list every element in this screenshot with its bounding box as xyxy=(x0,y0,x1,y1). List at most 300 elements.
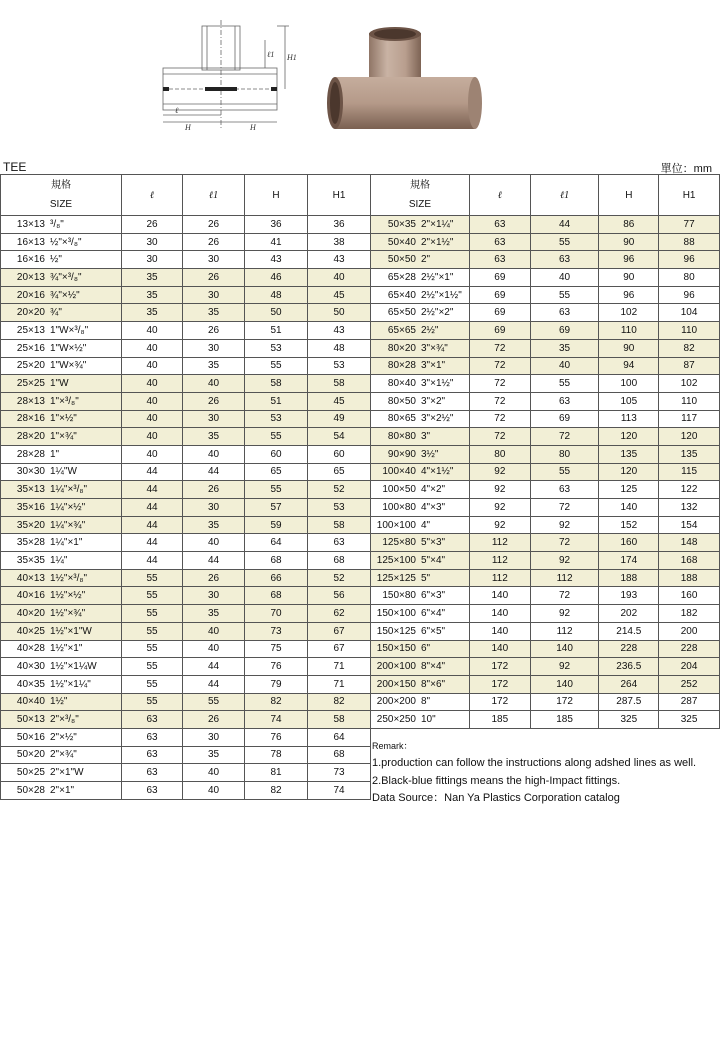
size-cell xyxy=(371,622,470,640)
l1-cell: 35 xyxy=(530,339,599,357)
size-header xyxy=(371,175,470,216)
table-row xyxy=(1,269,371,287)
size-dimension: 35×28 xyxy=(16,537,45,549)
table-row xyxy=(1,233,371,251)
size-dimension: 50×40 xyxy=(387,236,416,248)
l-cell: 185 xyxy=(469,711,530,729)
size-cell xyxy=(371,322,470,340)
tee-technical-drawing xyxy=(155,20,305,132)
h1-cell: 60 xyxy=(308,445,371,463)
size-cell xyxy=(1,746,122,764)
h1-cell: 325 xyxy=(659,711,720,729)
h-cell: 68 xyxy=(245,587,308,605)
h1-cell: 117 xyxy=(659,410,720,428)
l1-cell: 40 xyxy=(530,269,599,287)
l-cell: 44 xyxy=(122,499,183,517)
h1-cell: 120 xyxy=(659,428,720,446)
l-cell: 63 xyxy=(122,782,183,800)
h1-cell: 148 xyxy=(659,534,720,552)
size-inch: 3"×2½" xyxy=(421,413,454,425)
l1-cell: 40 xyxy=(183,764,245,782)
l-cell: 72 xyxy=(469,410,530,428)
l1-cell: 26 xyxy=(183,322,245,340)
h-cell: 113 xyxy=(599,410,659,428)
l1-cell: 140 xyxy=(530,640,599,658)
table-row xyxy=(1,375,371,393)
table-row xyxy=(371,693,720,711)
size-cell xyxy=(371,693,470,711)
size-dimension: 65×65 xyxy=(387,324,416,336)
h-cell: 51 xyxy=(245,392,308,410)
table-row xyxy=(371,640,720,658)
l-cell: 69 xyxy=(469,322,530,340)
size-cell xyxy=(371,428,470,446)
size-inch: 6"×3" xyxy=(421,590,446,602)
l1-cell: 44 xyxy=(183,463,245,481)
l1-cell: 140 xyxy=(530,675,599,693)
l-cell: 140 xyxy=(469,605,530,623)
table-row xyxy=(371,622,720,640)
size-inch: 6"×5" xyxy=(421,625,446,637)
table-row xyxy=(371,499,720,517)
size-header-zh: 規格 xyxy=(51,180,71,191)
size-dimension: 125×125 xyxy=(376,572,416,584)
size-dimension: 40×40 xyxy=(16,696,45,708)
l1-cell: 35 xyxy=(183,428,245,446)
h1-cell: 68 xyxy=(308,746,371,764)
size-cell xyxy=(1,339,122,357)
svg-text:H: H xyxy=(250,123,256,132)
h-cell: 100 xyxy=(599,375,659,393)
table-row xyxy=(1,569,371,587)
size-dimension: 80×40 xyxy=(387,378,416,390)
table-row xyxy=(1,516,371,534)
l1-cell: 55 xyxy=(183,693,245,711)
size-dimension: 28×16 xyxy=(16,413,45,425)
h1-cell: 53 xyxy=(308,499,371,517)
size-inch: 1"×¾" xyxy=(50,431,77,443)
size-inch: 2"×1" xyxy=(50,784,75,796)
table-row xyxy=(371,534,720,552)
size-dimension: 40×16 xyxy=(16,590,45,602)
l-cell: 172 xyxy=(469,693,530,711)
table-row xyxy=(371,675,720,693)
size-dimension: 80×28 xyxy=(387,360,416,372)
l1-cell: 72 xyxy=(530,499,599,517)
l-cell: 40 xyxy=(122,410,183,428)
l-cell: 92 xyxy=(469,481,530,499)
l-cell: 44 xyxy=(122,463,183,481)
table-row xyxy=(371,445,720,463)
size-dimension: 50×13 xyxy=(16,714,45,726)
size-inch: 5" xyxy=(421,572,431,584)
size-inch: 1"W×¾" xyxy=(50,360,87,372)
h-cell: 140 xyxy=(599,499,659,517)
l1-cell: 72 xyxy=(530,534,599,552)
h1-cell: 252 xyxy=(659,675,720,693)
size-dimension: 100×80 xyxy=(382,501,416,513)
l1-cell: 30 xyxy=(183,339,245,357)
h-cell: 57 xyxy=(245,499,308,517)
h1-cell: 182 xyxy=(659,605,720,623)
l-cell: 112 xyxy=(469,552,530,570)
l1-cell: 40 xyxy=(183,782,245,800)
table-row xyxy=(1,357,371,375)
h1-cell: 38 xyxy=(308,233,371,251)
size-cell xyxy=(1,605,122,623)
l1-header: ℓ1 xyxy=(183,175,245,216)
h-cell: 287.5 xyxy=(599,693,659,711)
h1-cell: 96 xyxy=(659,286,720,304)
size-cell xyxy=(371,499,470,517)
h-cell: 125 xyxy=(599,481,659,499)
l1-cell: 69 xyxy=(530,322,599,340)
h-cell: 53 xyxy=(245,339,308,357)
l1-cell: 172 xyxy=(530,693,599,711)
size-inch: 1½"×1¼W xyxy=(50,661,97,673)
h1-cell: 45 xyxy=(308,392,371,410)
h1-cell: 54 xyxy=(308,428,371,446)
l-cell: 55 xyxy=(122,640,183,658)
size-cell xyxy=(1,251,122,269)
table-row xyxy=(1,622,371,640)
l1-cell: 26 xyxy=(183,711,245,729)
table-row xyxy=(1,534,371,552)
size-cell xyxy=(1,658,122,676)
tee-fitting-photo xyxy=(325,25,483,135)
table-row xyxy=(371,658,720,676)
size-cell xyxy=(371,304,470,322)
l-cell: 63 xyxy=(469,233,530,251)
size-inch: 1½"×¾" xyxy=(50,607,86,619)
l-cell: 112 xyxy=(469,534,530,552)
size-dimension: 20×13 xyxy=(16,271,45,283)
l1-cell: 72 xyxy=(530,587,599,605)
l-cell: 40 xyxy=(122,322,183,340)
size-dimension: 16×16 xyxy=(16,254,45,266)
h1-cell: 43 xyxy=(308,251,371,269)
h1-cell: 52 xyxy=(308,481,371,499)
h1-cell: 110 xyxy=(659,392,720,410)
h-cell: 60 xyxy=(245,445,308,463)
svg-text:H: H xyxy=(185,123,191,132)
h-cell: 58 xyxy=(245,375,308,393)
h-header: H xyxy=(599,175,659,216)
h1-header: H1 xyxy=(308,175,371,216)
h1-cell: 204 xyxy=(659,658,720,676)
size-inch: 2"×1½" xyxy=(421,236,454,248)
h1-cell: 102 xyxy=(659,375,720,393)
h1-cell: 67 xyxy=(308,622,371,640)
h1-cell: 43 xyxy=(308,322,371,340)
table-header-row xyxy=(371,175,720,216)
table-row xyxy=(1,251,371,269)
size-inch: 10" xyxy=(421,714,436,726)
h1-cell: 50 xyxy=(308,304,371,322)
size-inch: 1½"×³/₈" xyxy=(50,572,88,584)
size-dimension: 25×20 xyxy=(16,360,45,372)
size-cell xyxy=(371,216,470,234)
l1-cell: 185 xyxy=(530,711,599,729)
size-cell xyxy=(371,410,470,428)
l-cell: 80 xyxy=(469,445,530,463)
table-row xyxy=(1,746,371,764)
size-cell xyxy=(1,516,122,534)
h-cell: 55 xyxy=(245,357,308,375)
size-dimension: 40×25 xyxy=(16,625,45,637)
table-row xyxy=(1,587,371,605)
size-dimension: 20×20 xyxy=(16,307,45,319)
size-inch: 1¼" xyxy=(50,554,68,566)
h-cell: 214.5 xyxy=(599,622,659,640)
l1-cell: 35 xyxy=(183,746,245,764)
table-row xyxy=(371,481,720,499)
size-cell xyxy=(371,516,470,534)
table-row xyxy=(1,304,371,322)
h-cell: 82 xyxy=(245,693,308,711)
table-row xyxy=(1,392,371,410)
size-cell xyxy=(371,286,470,304)
size-dimension: 40×13 xyxy=(16,572,45,584)
size-dimension: 200×150 xyxy=(376,678,416,690)
spec-table-right xyxy=(370,174,720,729)
size-inch: 2"×1¼" xyxy=(421,218,454,230)
size-inch: 2" xyxy=(421,254,431,266)
size-inch: 1¼"×³/₈" xyxy=(50,484,88,496)
size-inch: 1"W xyxy=(50,378,69,390)
h1-cell: 58 xyxy=(308,711,371,729)
h-cell: 65 xyxy=(245,463,308,481)
size-cell xyxy=(371,445,470,463)
size-dimension: 200×200 xyxy=(376,696,416,708)
size-cell xyxy=(1,587,122,605)
size-inch: 8"×4" xyxy=(421,661,446,673)
size-cell xyxy=(1,463,122,481)
l1-cell: 55 xyxy=(530,286,599,304)
h-cell: 78 xyxy=(245,746,308,764)
table-row xyxy=(1,675,371,693)
size-dimension: 50×16 xyxy=(16,731,45,743)
l-cell: 55 xyxy=(122,675,183,693)
h1-cell: 168 xyxy=(659,552,720,570)
l-cell: 140 xyxy=(469,587,530,605)
remarks-block xyxy=(372,738,696,808)
table-row xyxy=(1,605,371,623)
h-cell: 79 xyxy=(245,675,308,693)
l-cell: 44 xyxy=(122,552,183,570)
h1-cell: 96 xyxy=(659,251,720,269)
h-cell: 193 xyxy=(599,587,659,605)
h1-cell: 88 xyxy=(659,233,720,251)
size-header-en: SIZE xyxy=(49,199,73,210)
h-cell: 50 xyxy=(245,304,308,322)
h1-cell: 82 xyxy=(308,693,371,711)
h-cell: 75 xyxy=(245,640,308,658)
size-header-en: SIZE xyxy=(408,199,432,210)
size-dimension: 16×13 xyxy=(16,236,45,248)
size-dimension: 125×80 xyxy=(382,537,416,549)
table-row xyxy=(1,658,371,676)
size-cell xyxy=(1,764,122,782)
l1-cell: 40 xyxy=(183,375,245,393)
l-cell: 63 xyxy=(469,251,530,269)
h-cell: 46 xyxy=(245,269,308,287)
table-header-row xyxy=(1,175,371,216)
size-cell xyxy=(371,658,470,676)
svg-text:ℓ1: ℓ1 xyxy=(267,50,275,59)
size-dimension: 28×13 xyxy=(16,395,45,407)
h1-cell: 287 xyxy=(659,693,720,711)
l-cell: 140 xyxy=(469,622,530,640)
table-row xyxy=(1,728,371,746)
l1-cell: 44 xyxy=(530,216,599,234)
l1-cell: 63 xyxy=(530,481,599,499)
remark-line: 2.Black-blue fittings means the high-Impact fittings. xyxy=(372,774,621,787)
size-cell xyxy=(371,463,470,481)
size-dimension: 40×20 xyxy=(16,607,45,619)
size-dimension: 35×13 xyxy=(16,484,45,496)
size-inch: 2½"×2" xyxy=(421,307,454,319)
l1-cell: 26 xyxy=(183,392,245,410)
size-inch: 1½"×1¼" xyxy=(50,678,91,690)
h-cell: 96 xyxy=(599,251,659,269)
l-header: ℓ xyxy=(469,175,530,216)
size-cell xyxy=(1,216,122,234)
size-inch: 3" xyxy=(421,431,431,443)
h1-cell: 52 xyxy=(308,569,371,587)
table-row xyxy=(371,375,720,393)
size-dimension: 150×80 xyxy=(382,590,416,602)
size-cell xyxy=(1,269,122,287)
size-dimension: 40×35 xyxy=(16,678,45,690)
size-inch: 1¼"×1" xyxy=(50,537,83,549)
h1-cell: 58 xyxy=(308,516,371,534)
size-dimension: 20×16 xyxy=(16,289,45,301)
size-cell xyxy=(1,392,122,410)
l1-cell: 30 xyxy=(183,587,245,605)
h-cell: 81 xyxy=(245,764,308,782)
table-row xyxy=(1,322,371,340)
l-cell: 55 xyxy=(122,658,183,676)
l1-cell: 80 xyxy=(530,445,599,463)
l-cell: 55 xyxy=(122,569,183,587)
h1-cell: 77 xyxy=(659,216,720,234)
table-row xyxy=(371,233,720,251)
size-cell xyxy=(1,640,122,658)
l-cell: 92 xyxy=(469,516,530,534)
l1-cell: 44 xyxy=(183,658,245,676)
h1-cell: 45 xyxy=(308,286,371,304)
size-dimension: 35×16 xyxy=(16,501,45,513)
l1-cell: 30 xyxy=(183,286,245,304)
l-cell: 30 xyxy=(122,251,183,269)
size-dimension: 250×250 xyxy=(376,714,416,726)
size-header xyxy=(1,175,122,216)
size-cell xyxy=(371,552,470,570)
size-cell xyxy=(371,587,470,605)
size-cell xyxy=(371,481,470,499)
l1-cell: 26 xyxy=(183,481,245,499)
h1-cell: 56 xyxy=(308,587,371,605)
l1-cell: 30 xyxy=(183,410,245,428)
table-row xyxy=(1,410,371,428)
h1-cell: 36 xyxy=(308,216,371,234)
svg-text:ℓ: ℓ xyxy=(175,106,179,115)
l-cell: 40 xyxy=(122,357,183,375)
size-dimension: 25×13 xyxy=(16,324,45,336)
h1-cell: 71 xyxy=(308,658,371,676)
size-cell xyxy=(1,322,122,340)
size-dimension: 80×65 xyxy=(387,413,416,425)
size-dimension: 80×20 xyxy=(387,342,416,354)
l-cell: 63 xyxy=(122,728,183,746)
l1-cell: 63 xyxy=(530,251,599,269)
size-inch: 2½"×1½" xyxy=(421,289,462,301)
size-inch: 5"×4" xyxy=(421,554,446,566)
table-row xyxy=(371,605,720,623)
h-cell: 135 xyxy=(599,445,659,463)
size-inch: 1½"×½" xyxy=(50,590,86,602)
table-row xyxy=(371,304,720,322)
size-inch: ½" xyxy=(50,254,62,266)
h1-cell: 62 xyxy=(308,605,371,623)
size-inch: 1½"×1" xyxy=(50,643,83,655)
h-cell: 76 xyxy=(245,728,308,746)
l-cell: 63 xyxy=(122,746,183,764)
size-cell xyxy=(1,481,122,499)
h-cell: 76 xyxy=(245,658,308,676)
h-cell: 120 xyxy=(599,463,659,481)
h-cell: 74 xyxy=(245,711,308,729)
table-row xyxy=(1,339,371,357)
size-cell xyxy=(1,534,122,552)
l1-cell: 26 xyxy=(183,233,245,251)
h-cell: 264 xyxy=(599,675,659,693)
remark-heading: Remark： xyxy=(372,741,413,751)
size-cell xyxy=(1,569,122,587)
table-row xyxy=(1,216,371,234)
l-cell: 140 xyxy=(469,640,530,658)
size-dimension: 150×100 xyxy=(376,607,416,619)
size-inch: 3½" xyxy=(421,448,439,460)
h1-cell: 135 xyxy=(659,445,720,463)
l-cell: 172 xyxy=(469,675,530,693)
l-cell: 55 xyxy=(122,693,183,711)
h-header: H xyxy=(245,175,308,216)
l-cell: 172 xyxy=(469,658,530,676)
size-dimension: 40×30 xyxy=(16,661,45,673)
spec-table-left xyxy=(0,174,371,800)
l-cell: 92 xyxy=(469,463,530,481)
size-dimension: 28×28 xyxy=(16,448,45,460)
l-cell: 30 xyxy=(122,233,183,251)
h-cell: 53 xyxy=(245,410,308,428)
size-dimension: 30×30 xyxy=(16,466,45,478)
size-cell xyxy=(371,675,470,693)
l1-cell: 55 xyxy=(530,233,599,251)
h1-cell: 67 xyxy=(308,640,371,658)
h-cell: 55 xyxy=(245,428,308,446)
data-source: Data Source：Nan Ya Plastics Corporation catalog xyxy=(372,792,620,805)
size-cell xyxy=(1,410,122,428)
table-row xyxy=(371,587,720,605)
size-inch: ¾" xyxy=(50,307,62,319)
h-cell: 90 xyxy=(599,269,659,287)
size-inch: ½"×³/₈" xyxy=(50,236,82,248)
size-inch: 2½"×1" xyxy=(421,271,454,283)
l1-cell: 40 xyxy=(183,534,245,552)
size-cell xyxy=(1,499,122,517)
